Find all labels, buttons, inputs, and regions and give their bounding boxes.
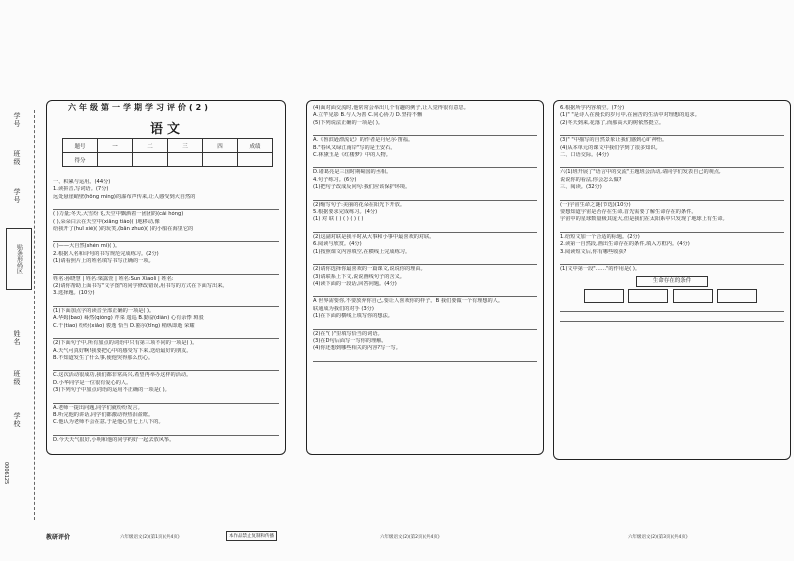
question-line: 联通成为我们的对手 (3分) [313,305,374,312]
answer-line[interactable] [313,321,537,330]
footer-brand: 教研评价 [46,534,71,541]
score-cell[interactable] [98,153,133,167]
question-line: (2)下面句子中,所有加点的词语中只有第三项不同的一项是( )。 [53,340,198,347]
question-line: 六(1)班开展了"语言中的交流"主题班会活动,请同学们发表自己的观点, [560,169,721,176]
question-line: 3.阅读短文后,你有哪些收获? [560,248,627,255]
answer-line[interactable] [53,201,279,210]
question-line: (2)在"( )"里填写恰当的词语。 [313,330,383,337]
answer-box[interactable] [584,289,624,303]
question-line: ( ),朵朵白云在天空中(xiāng tiáo)( )地移动,像 [53,218,160,225]
question-line: 2.根据人名和诗句的书写规范完成练习。(2分) [53,250,159,257]
page-footer-3: 六年级语文(2)(第3页)(共4页) [628,535,688,540]
answer-line[interactable] [313,288,537,297]
column-2-text [313,105,537,362]
question-line: 4.句子练习。(6分) [313,176,357,183]
margin-label-number: 学号 [13,188,21,204]
answer-line[interactable] [560,224,784,233]
question-line: 给我开了(huī xié)( )的玩笑,(bān zhuó)( )的小船在海里它的 [53,226,194,233]
margin-label-school: 学校 [13,412,21,428]
question-line: 三、阅读。(32分) [560,184,602,191]
column-3-text [560,105,784,274]
answer-line[interactable] [53,266,279,275]
question-line: B."春风又绿江南岸"写的是王安石。 [313,144,396,151]
answer-line[interactable] [313,224,537,233]
question-line: A.老师一提出问题,同学们就纷纷发言。 [53,404,143,411]
question-line: 远处悬崖峭壁(hōng míng)的瀑布声传来,让人感受到大自然的 [53,193,196,200]
answer-line[interactable] [313,127,537,136]
column-1-text [53,179,279,444]
question-line: 5.根据要求完成练习。(4分) [313,209,378,216]
question-line: C.干(tiao) 纷纷(xiǎo) 骏逸 恰当 D.豁尔(tǐng) 稍纵即逝 荣耀 [53,322,195,329]
question-line: (2)冬天到来,花落了,而那高大的树依然挺立。 [560,119,665,126]
question-line: B.听完他的讲话,同学们都激动得热泪盈眶。 [53,411,154,418]
score-cell: 四 [203,139,238,153]
question-line: (2)请你选择你最喜欢的一篇课文,说说你的理由。 [313,266,426,273]
question-line: (1)在下面的横线上填写你的想法。 [313,313,393,320]
question-line: D.小华同学是一位很有爱心的人。 [53,379,132,386]
answer-line[interactable] [560,303,784,312]
score-cell[interactable] [203,153,238,167]
condition-chart-title: 生命存在的条件 [636,276,708,287]
score-cell[interactable]: 得分 [63,153,98,167]
question-line: 二、口语交际。(4分) [560,152,609,159]
question-line: ( )力量;冬天,大雪纷飞,天空中飘洒着一团团的(cài hóng) [53,211,184,218]
binding-margin [0,0,44,561]
score-cell[interactable] [133,153,168,167]
margin-label-name: 姓名 [13,330,21,346]
score-cell[interactable] [238,153,273,167]
answer-line[interactable] [313,192,537,201]
answer-line[interactable] [53,395,279,404]
answer-line[interactable] [53,298,279,307]
answer-line[interactable] [560,313,784,322]
question-line: (一)宇宙生命之谜(节选)(10分) [560,201,631,208]
question-line: (3)在D句后面写一写你的理解。 [313,337,387,344]
score-cell: 一 [98,139,133,153]
question-line: C.这次活动很成功,我们都非常高兴,希望再举办这样的活动。 [53,372,192,379]
condition-boxes [560,289,784,303]
question-line: 要想知道宇宙是否存在生命,首先需要了解生命存在的条件。 [560,209,697,216]
question-line: A.华姆(bao) 蓦然(qióng) 芹菜 逡巡 B.勤奋(diàn) 心有余悸 斑驳 [53,315,204,322]
question-line: (4)读下面的一段话,回答问题。(4分) [313,280,397,287]
question-line: 说说你的看法,你会怎么做? [560,176,622,183]
question-line: (5)下列说法正确的一项是( )。 [313,119,384,126]
subject-heading: 语文 [150,122,185,137]
answer-box[interactable] [628,289,668,303]
answer-line[interactable] [560,127,784,136]
score-cell: 二 [133,139,168,153]
question-line: C.他认为老师不会在意,于是他心里七上八下的。 [53,419,164,426]
question-line: 6.根据所学内容填空。(7分) [560,105,625,111]
answer-line[interactable] [53,427,279,436]
score-cell: 成绩 [238,139,273,153]
page-footer-2: 六年级语文(2)(第2页)(共4页) [380,535,440,540]
question-line: ( )——大自然(shén mì)( )。 [53,243,121,250]
question-line: (3)" "中描写的自然景象让我们感到心旷神怡。 [560,137,668,144]
question-line: C.林黛玉是《红楼梦》中的人物。 [313,152,391,159]
question-line: (4)从本单元的课文中我们学到了很多知识。 [560,144,661,151]
question-line: (1)按照课文内容填空,在横线上完成练习。 [313,248,411,255]
answer-line[interactable] [560,159,784,168]
question-line: A.天气可真好啊!我要把心中的感受写下来,送给最好的朋友。 [53,347,192,354]
question-line: (3)请联系上下文,说说画线句子的含义。 [313,273,405,280]
score-table [62,138,273,167]
answer-line[interactable] [560,192,784,201]
question-line: 6.阅读与欣赏。(4分) [313,241,362,248]
question-line: (3)下列句子中加点词语的运用不正确的一项是( )。 [53,387,170,394]
score-cell: 三 [168,139,203,153]
page-column-2 [306,100,544,455]
answer-line[interactable] [53,362,279,371]
page-column-3 [553,100,791,460]
copyright-badge: 本作品禁止复制和传播 [226,531,277,541]
question-line: D.今天天气很好,小明和他的同学约好一起去放风筝。 [53,436,175,443]
question-line: (2)缩写句子:美丽的花朵在阳光下开放。 [313,201,406,208]
question-line: A 世界需要你,不要放弃你自己,要让人喜欢你的样子。B 我们要做一个有理想的人。 [313,298,504,305]
answer-line[interactable] [53,330,279,339]
question-line: 宇宙中的星球数量极其庞大,但是我们在太阳系中只发现了地球上有生命。 [560,216,728,223]
question-line: 一、积累与运用。(44分) [53,179,111,185]
exam-title: 六年级第一学期学习评价(2) [68,103,211,112]
margin-label-class2: 班级 [13,370,21,386]
question-line: (2)这副对联是我平时从大事和小事中最喜欢的对联。 [313,233,435,240]
score-cell[interactable] [168,153,203,167]
page-footer-1: 六年级语文(2)(第1页)(共4页) [120,535,180,540]
question-line: 1.给短文加一个合适的标题。(2分) [560,233,640,240]
barcode-number: 0006125 [3,462,9,485]
answer-line[interactable] [560,256,784,265]
answer-line[interactable] [53,233,279,242]
margin-label-id: 学号 [13,112,21,128]
question-line: (4)你还想到哪些相关的内容?写一写。 [313,345,401,352]
score-cell: 题号 [63,139,98,153]
question-line: (1)文中第一段"……"的作用是( )。 [560,266,641,273]
question-line: (1)下面加点字的读音全部正确的一项是( )。 [53,307,155,314]
question-line: 2.读第一自然段,画出生命存在的条件,填入方框内。(4分) [560,241,690,248]
barcode-sticker-area: 贴条形码区 [6,228,32,290]
question-line: (1) 对 联 ( ) ( ) ( ) ( ) [313,216,364,223]
question-line: (2)请你帮助上面书写"文字图"的同学修改错误,用书写的方式在下面写出来。 [53,283,228,290]
question-line: 3.选择题。(10分) [53,290,95,297]
question-line: (1)把句子改成反问句:我们应该保护环境。 [313,184,411,191]
margin-label-class: 班级 [13,150,21,166]
question-line: A.立竿见影 B.与人为善 C.同心协力 D.坚持不懈 [313,112,423,119]
question-line: 1.读拼音,写词语。(7分) [53,186,109,193]
cut-line [34,110,35,520]
question-line: D.诸葛亮是三国时期蜀国的丞相。 [313,169,392,176]
question-line: (4)面对面交流时,他常常会举出几个有趣的例子,让人觉得很有意思。 [313,105,469,111]
question-line: 姓名:孙晓慧 | 姓名:梁露萱 | 姓名:Sun Xiaoli | 姓名: [53,275,174,282]
question-line: (1)请看照片上的姓名填写书写正确的一项。 [53,258,154,265]
question-line: A.《鲁滨逊漂流记》的作者是丹尼尔·笛福。 [313,137,414,144]
answer-box[interactable] [717,289,757,303]
answer-line[interactable] [313,256,537,265]
question-line: B.不知道发生了什么事,使他哭得那么伤心。 [53,354,154,361]
answer-line[interactable] [313,159,537,168]
question-line: (1)" "是诗人在漫长的岁月中,在困苦的生活中对理想的追求。 [560,112,700,119]
answer-line[interactable] [313,353,537,362]
answer-box[interactable] [673,289,713,303]
